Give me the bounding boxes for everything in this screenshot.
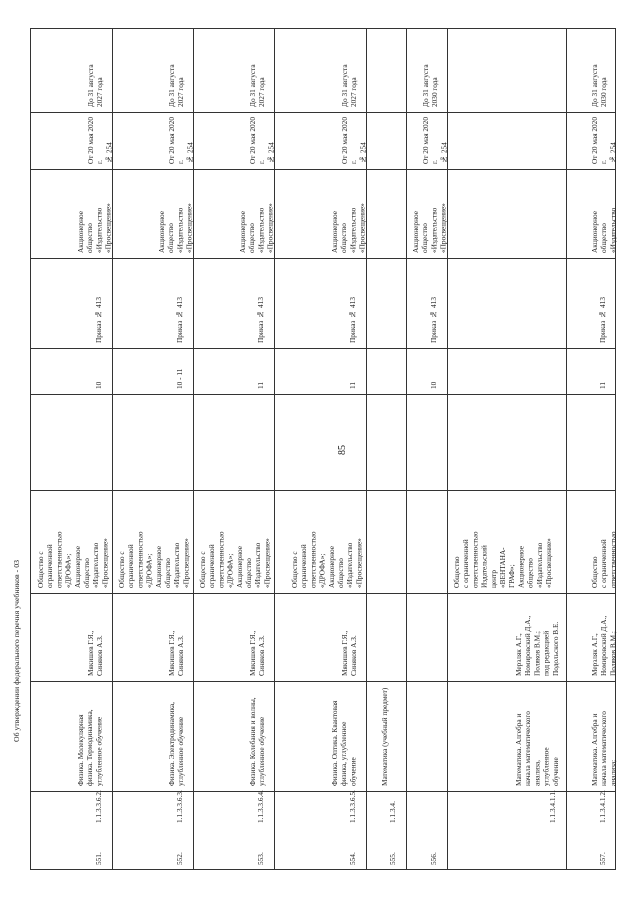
start-date-cell: От 20 мая 2020 г. № 254 [421,117,449,164]
end-date-cell: До 31 августа 2027 года [167,64,186,107]
start-date-cell: От 20 мая 2020 г. № 254 [590,117,618,164]
title-cell: Физика. Колебания и волны, углубленное обучение [248,697,267,786]
code-cell: 1.1.3.3.6.4. [256,790,265,823]
code-cell: 1.1.3.4.1.2. [598,790,607,823]
grade-cell: 11 [348,381,357,389]
title-cell: Физика. Электродинамика, углубленное обучение [167,702,186,786]
holder-cell: Акционерное общество «Издательство [590,207,618,253]
authors-cell: Мерзляк А.Г., Номировский Д.А., Поляков В.М.; [590,615,618,676]
start-date-cell: От 20 мая 2020 г. № 254 [167,117,195,164]
publisher-cell: Общество с ограниченной ответственностью «ДРОФА»; Акционерное общество «Издательство «Просвещение» [290,531,364,588]
order-cell: Приказ № 413 [598,297,607,343]
page-number: 85 [337,445,348,455]
end-date-cell: До 31 августа 2027 года [86,64,105,107]
code-cell: 1.1.3.3.6.5. [348,790,357,823]
holder-cell: Акционерное общество «Издательство «Просвещение» [330,203,367,253]
grade-cell: 10 [94,381,103,389]
order-cell: Приказ № 413 [348,297,357,343]
order-cell: Приказ № 413 [256,297,265,343]
section-title-cell: Математика (учебный предмет) [380,687,389,786]
authors-cell: Мякишев Г.Я., Синяков А.З. [248,630,267,676]
publisher-cell: Общество с ограниченной ответственностью «ДРОФА»; Акционерное общество «Издательство «Просвещение» [117,531,191,588]
holder-cell: Акционерное общество «Издательство «Просвещение» [157,203,194,253]
holder-cell: Акционерное общество «Издательство «Просвещение» [411,203,448,253]
grade-cell: 11 [598,381,607,389]
textbook-table [30,28,616,870]
order-cell: Приказ № 413 [94,297,103,343]
row-number-strip [30,870,616,898]
grade-cell: 11 [256,381,265,389]
publisher-cell: Общество с ограниченной ответственностью Издательский центр «ВЕНТАНА- ГРАФ»; Акционерное общество «Издательство «Просвещение» [452,531,554,588]
title-cell: Физика. Молекулярная физика. Термодинамика, углубленное обучение [76,709,104,786]
row-number-cell: 553. [256,852,265,865]
code-cell: 1.1.3.3.6.2. [94,790,103,823]
end-date-cell: До 31 августа 2030 года [590,64,609,107]
row-number-cell: 551. [94,852,103,865]
holder-cell: Акционерное общество «Издательство «Просвещение» [76,203,113,253]
title-cell: Физика. Оптика. Квантовая физика, углубленное обучение [330,700,358,786]
row-number-cell: 555. [388,852,397,865]
row-number-cell: 552. [175,852,184,865]
publisher-cell: Общество с ограниченной ответственностью [590,531,618,588]
authors-cell: Мерзляк А.Г., Номировский Д.А., Поляков В.М.; под редакцией Подольского В.Е. [514,615,560,676]
publisher-cell: Общество с ограниченной ответственностью «ДРОФА»; Акционерное общество «Издательство «Просвещение» [36,531,110,588]
footer-text: Об утверждении федерального перечня учебников - 03 [12,560,21,743]
end-date-cell: До 31 августа 2027 года [248,64,267,107]
code-cell: 1.1.3.3.6.3. [175,790,184,823]
authors-cell: Мякишев Г.Я., Синяков А.З. [167,630,186,676]
row-number-cell: 557. [598,852,607,865]
publisher-cell: Общество с ограниченной ответственностью «ДРОФА»; Акционерное общество «Издательство «Просвещение» [198,531,272,588]
order-cell: Приказ № 413 [429,297,438,343]
authors-cell: Мякишев Г.Я., Синяков А.З. [86,630,105,676]
holder-cell: Акционерное общество «Издательство «Просвещение» [238,203,275,253]
grade-cell: 10 [429,381,438,389]
order-cell: Приказ № 413 [175,297,184,343]
code-cell: 1.1.3.4.1.1. [548,790,557,823]
code-cell: 1.1.3.4. [388,801,397,823]
grade-cell: 10 - 11 [175,368,184,389]
end-date-cell: До 31 августа 2027 года [340,64,359,107]
start-date-cell: От 20 мая 2020 г. № 254 [340,117,368,164]
title-cell: Математика. Алгебра и начала математического анализа, углубленное обучение [514,711,560,786]
authors-cell: Мякишев Г.Я., Синяков А.З. [340,630,359,676]
row-number-cell: 556. [429,852,438,865]
start-date-cell: От 20 мая 2020 г. № 254 [86,117,114,164]
end-date-cell: До 31 августа 2030 года [421,64,440,107]
title-cell: Математика. Алгебра и начала математического анализа; [590,711,618,786]
start-date-cell: От 20 мая 2020 г. № 254 [248,117,276,164]
row-number-cell: 554. [348,852,357,865]
